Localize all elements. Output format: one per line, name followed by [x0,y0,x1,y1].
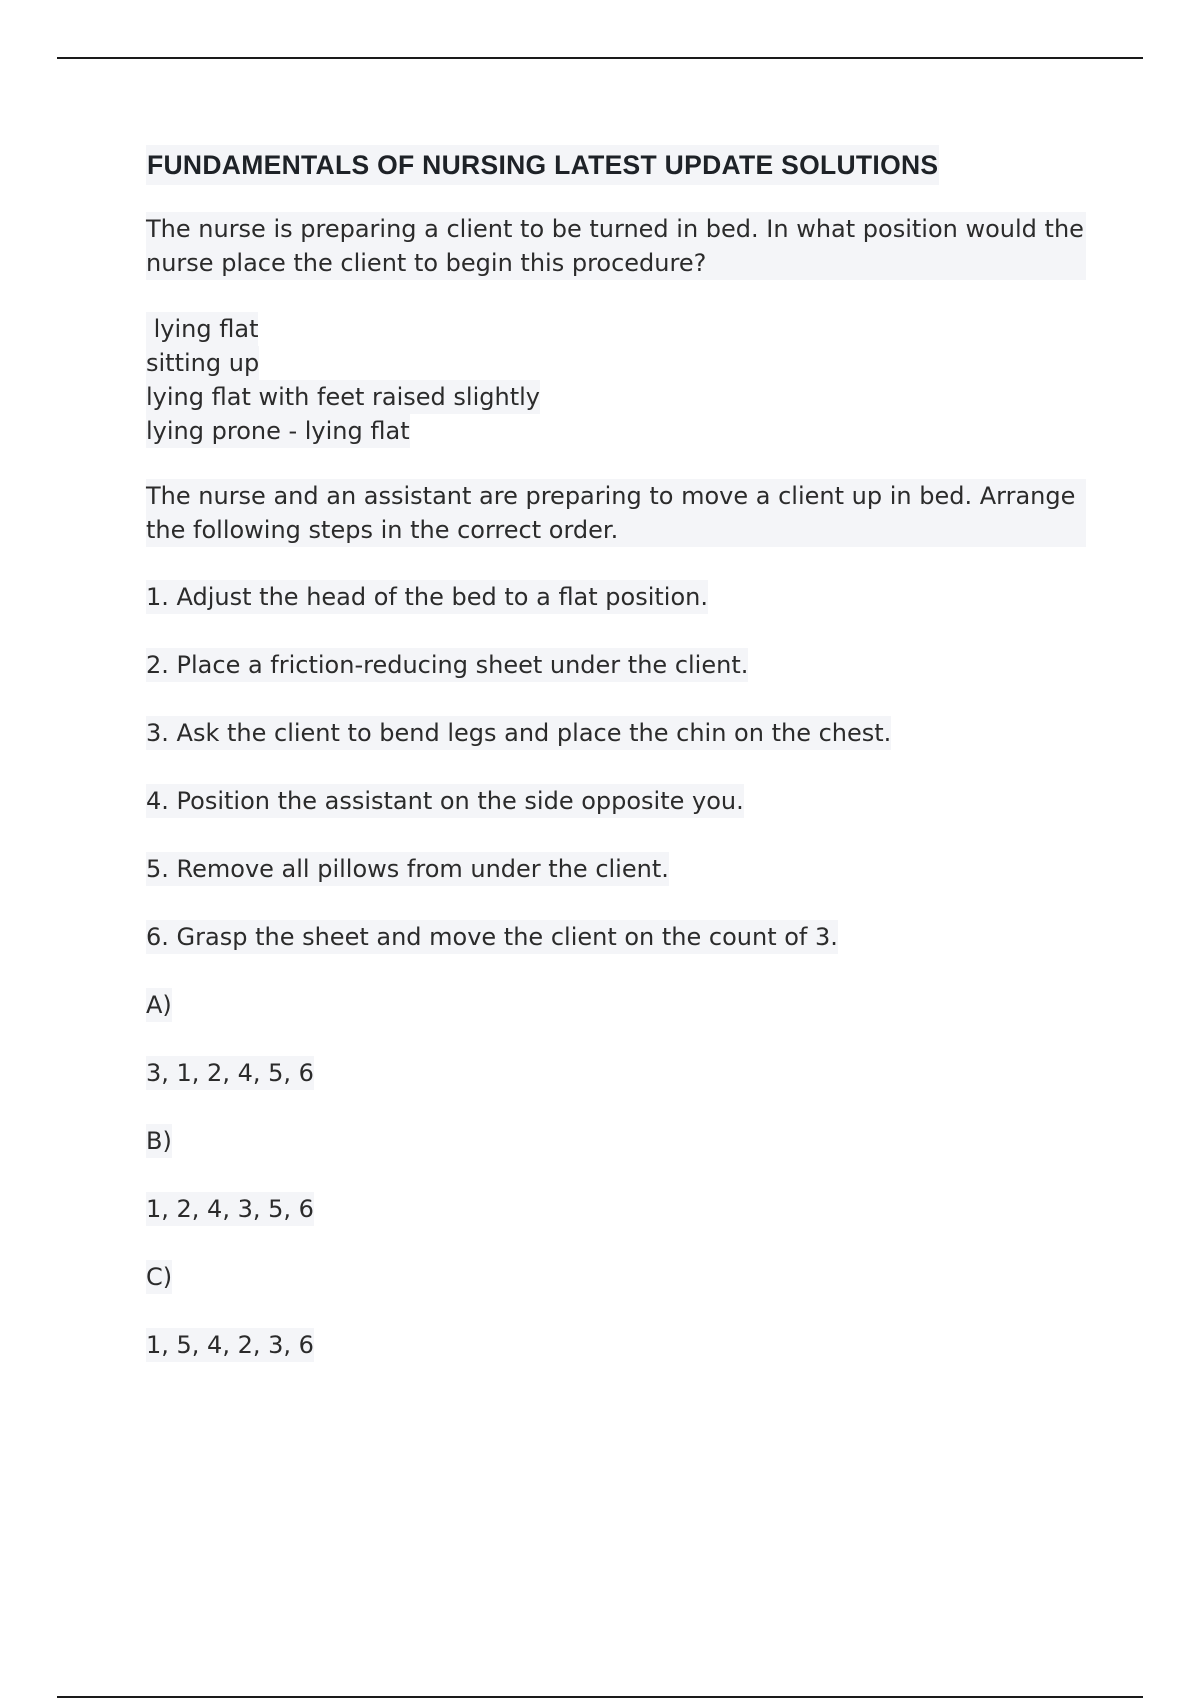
step-item: 3. Ask the client to bend legs and place the chin on the chest. [146,716,891,750]
option-item: lying flat with feet raised slightly [146,380,540,414]
choice-value: 1, 5, 4, 2, 3, 6 [146,1328,314,1362]
option-item: lying prone - lying flat [146,414,410,448]
step-item: 6. Grasp the sheet and move the client on the count of 3. [146,920,838,954]
step-item: 5. Remove all pillows from under the client. [146,852,669,886]
question-2-steps [146,580,1086,954]
choice-label: B) [146,1124,172,1158]
question-1-text: The nurse is preparing a client to be turned in bed. In what position would the nurse place the client to begin this procedure? [146,212,1086,280]
question-2-choices [146,988,1086,1362]
choice-value: 1, 2, 4, 3, 5, 6 [146,1192,314,1226]
question-2-text: The nurse and an assistant are preparing to move a client up in bed. Arrange the following steps in the correct order. [146,479,1086,547]
step-item: 1. Adjust the head of the bed to a flat position. [146,580,708,614]
top-rule [57,57,1143,59]
option-item: sitting up [146,346,259,380]
document-title: FUNDAMENTALS OF NURSING LATEST UPDATE SOLUTIONS [146,145,939,185]
choice-value: 3, 1, 2, 4, 5, 6 [146,1056,314,1090]
question-1-options [146,312,1086,448]
option-item: lying flat [146,312,258,346]
step-item: 4. Position the assistant on the side opposite you. [146,784,744,818]
choice-label: A) [146,988,172,1022]
bottom-rule [57,1696,1143,1698]
choice-label: C) [146,1260,172,1294]
document-body [146,145,1086,1396]
step-item: 2. Place a friction-reducing sheet under the client. [146,648,748,682]
